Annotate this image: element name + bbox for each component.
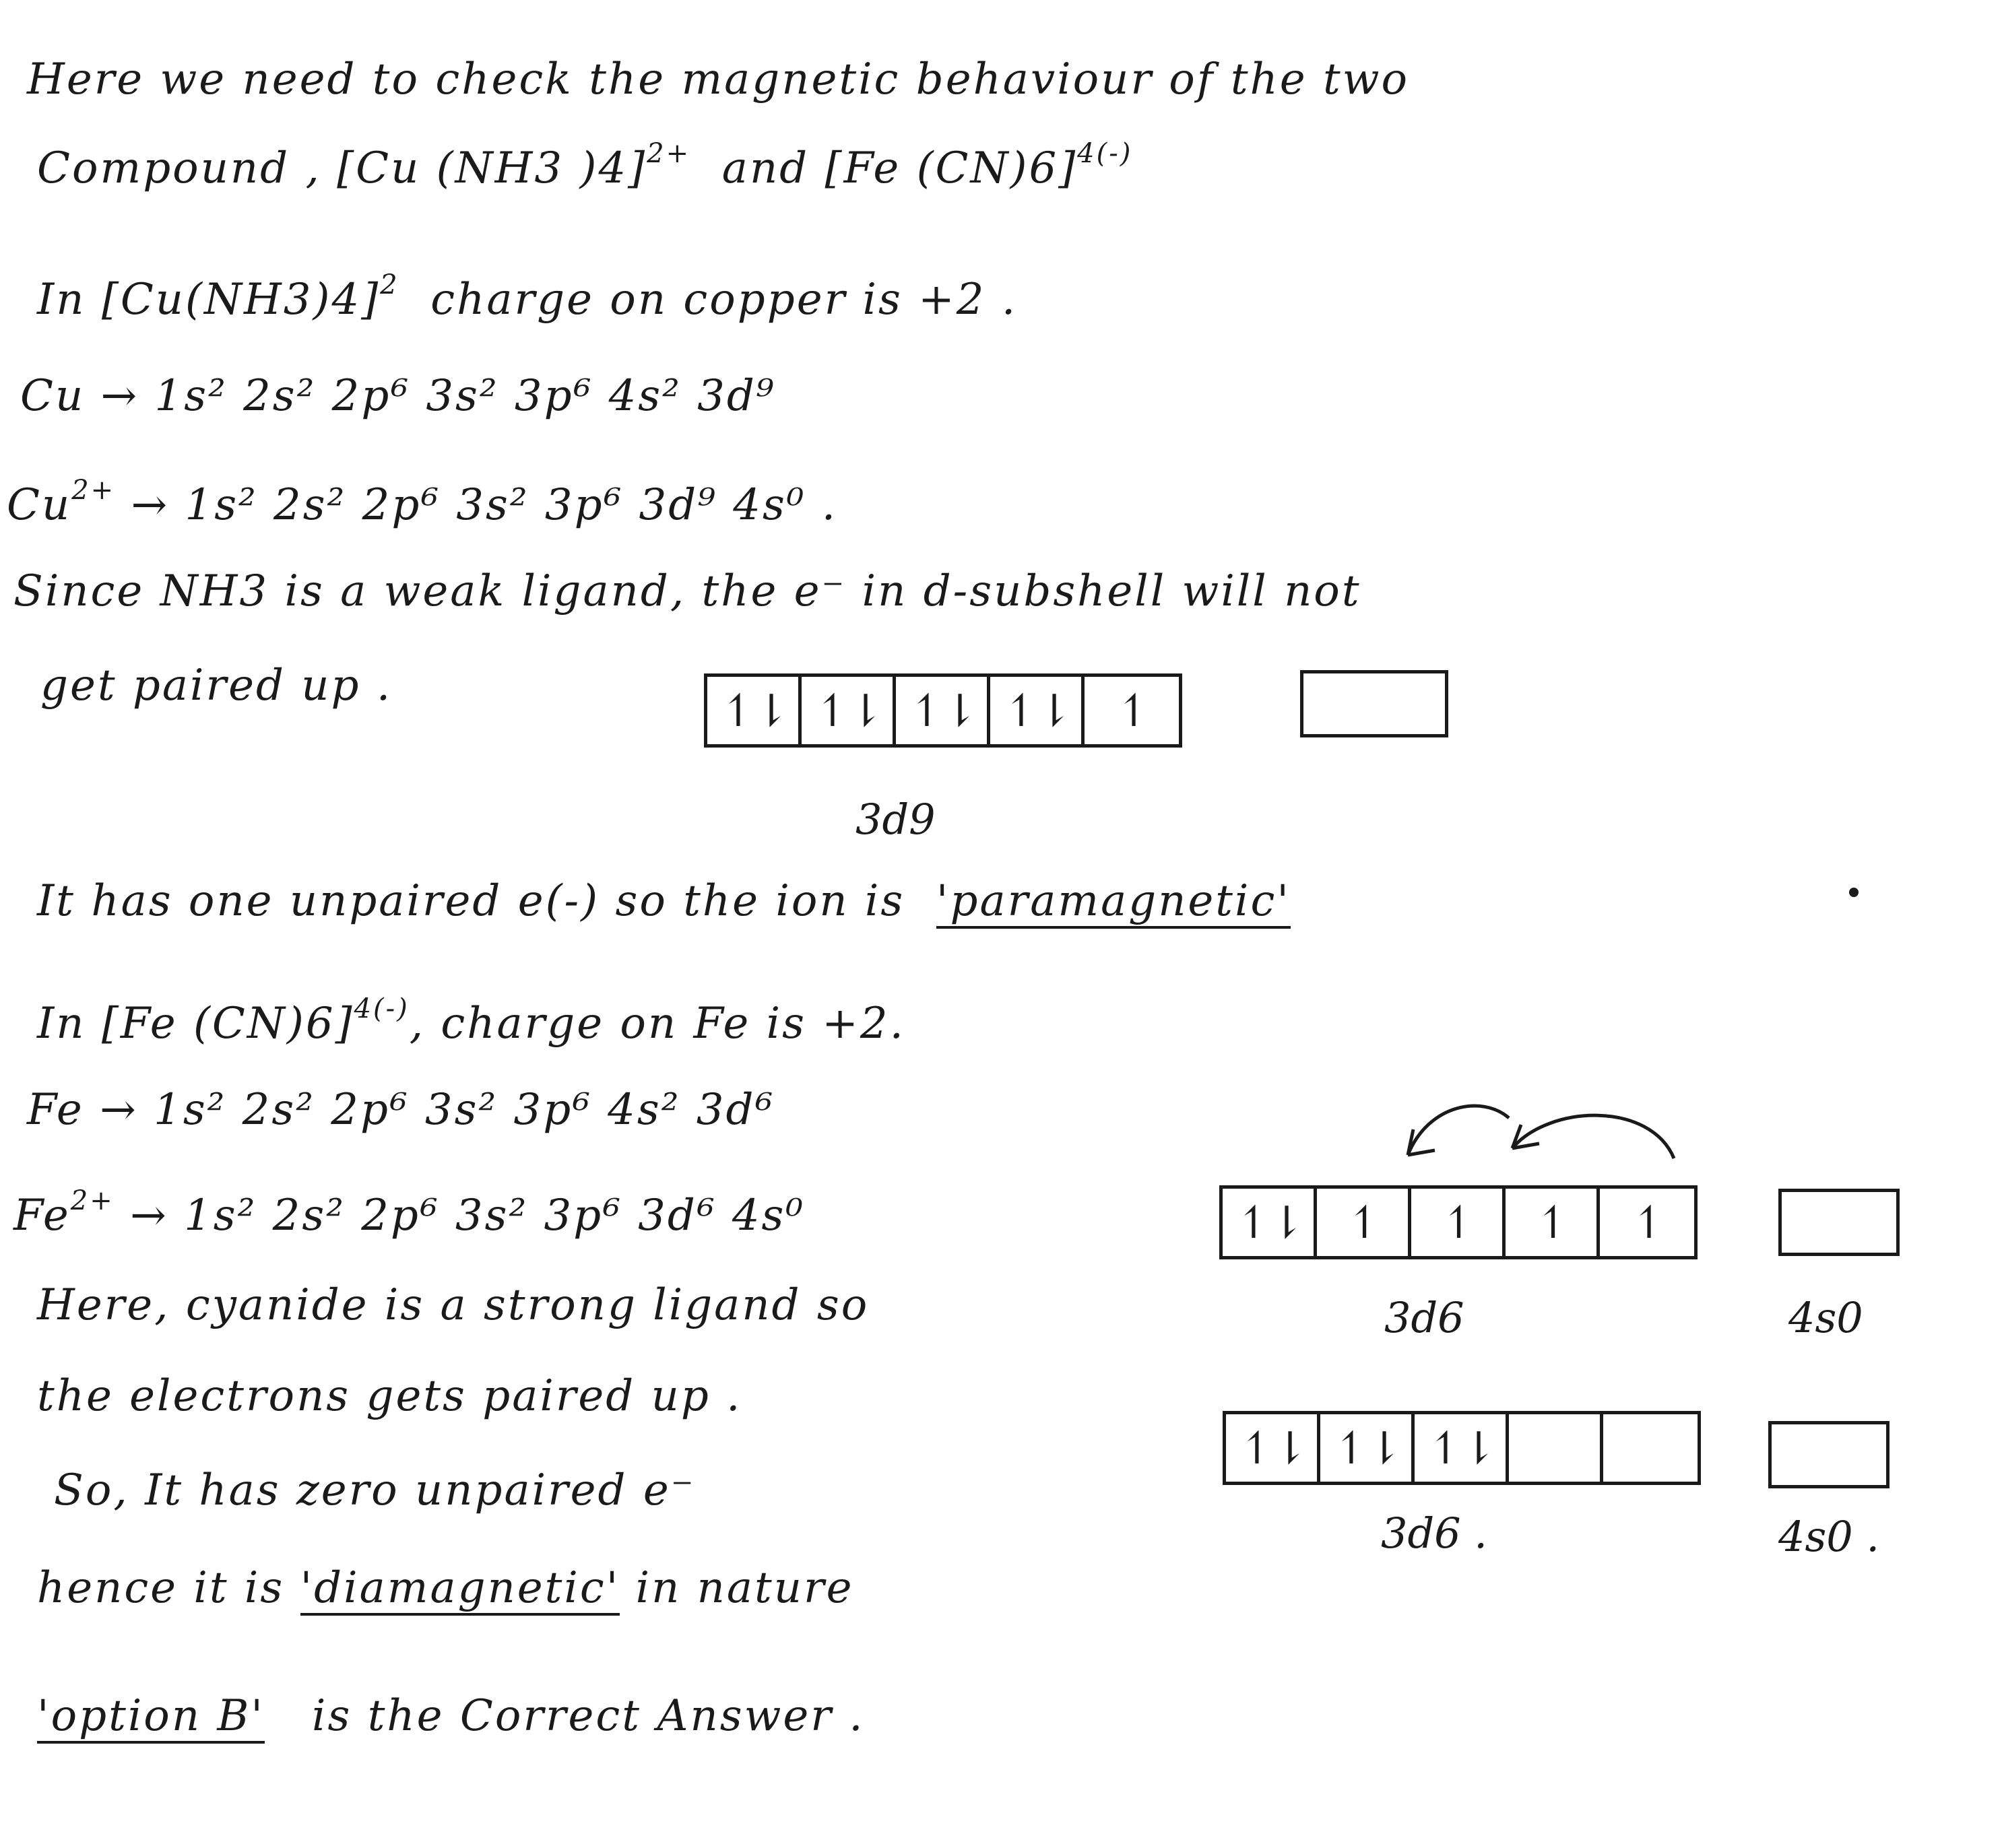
line-intro: Here we need to check the magnetic behaviour of the two bbox=[27, 55, 1409, 104]
orbital-box: ↿⇂ bbox=[896, 677, 990, 744]
orbital-box: ↿⇂ bbox=[707, 677, 802, 744]
orbital-box: ↿ bbox=[1506, 1189, 1600, 1256]
line-fe-charge: In [Fe (CN)6]$^{4(-)}$, charge on Fe is +2. bbox=[37, 993, 905, 1049]
line-fe-config: Fe → 1s² 2s² 2p⁶ 3s² 3p⁶ 4s² 3d⁶ bbox=[27, 1085, 775, 1135]
orbital-box: ↿⇂ bbox=[1415, 1414, 1509, 1482]
fe-3d-orbitals-before bbox=[1219, 1185, 1698, 1259]
fe-3d-label-after: 3d6 . bbox=[1381, 1509, 1487, 1558]
orbital-box: ↿⇂ bbox=[802, 677, 896, 744]
orbital-box: ↿ bbox=[1411, 1189, 1506, 1256]
fe-4s-label-after: 4s0 . bbox=[1778, 1512, 1880, 1561]
orbital-box: ↿⇂ bbox=[1223, 1189, 1317, 1256]
fe-4s-box-before bbox=[1778, 1189, 1900, 1256]
answer-option: 'option B' bbox=[37, 1691, 265, 1744]
shift-arrow-2 bbox=[1512, 1115, 1674, 1158]
line-cu-charge: In $[Cu(NH3)4]^2$ charge on copper is +2 . bbox=[37, 269, 1018, 325]
line-answer: 'option B' is the Correct Answer . bbox=[37, 1690, 865, 1742]
fe-3d-orbitals-after bbox=[1223, 1411, 1701, 1485]
line-strong-ligand: Here, cyanide is a strong ligand so bbox=[37, 1280, 870, 1330]
cu-4s-box bbox=[1300, 670, 1448, 737]
line-weak-ligand: Since NH3 is a weak ligand, the e⁻ in d-subshell will not bbox=[13, 566, 1361, 616]
fe-3d-label-before: 3d6 bbox=[1384, 1293, 1464, 1342]
orbital-box: ↿⇂ bbox=[1320, 1414, 1415, 1482]
line-paired-up: get paired up . bbox=[40, 661, 393, 711]
orbital-box bbox=[1509, 1414, 1603, 1482]
orbital-box: ↿ bbox=[1115, 684, 1149, 737]
line-electrons-paired: the electrons gets paired up . bbox=[37, 1371, 742, 1421]
line-paramagnetic: It has one unpaired e(-) so the ion is 'paramagnetic' bbox=[37, 876, 1291, 927]
diamagnetic-term: 'diamagnetic' bbox=[300, 1563, 620, 1616]
orbital-box bbox=[1603, 1414, 1698, 1482]
electron-shift-arrows bbox=[1367, 1091, 1698, 1179]
line-zero-unpaired: So, It has zero unpaired e⁻ bbox=[54, 1465, 696, 1515]
orbital-box: ↿⇂ bbox=[1226, 1414, 1320, 1482]
shift-arrow-1 bbox=[1408, 1106, 1509, 1155]
line-fe2-config: $Fe^{2+} \to 1s^2$ 2s² 2p⁶ 3s² 3p⁶ 3d⁶ 4s⁰ bbox=[13, 1185, 806, 1241]
cu-3d-orbitals bbox=[704, 673, 1182, 748]
stray-dot bbox=[1849, 888, 1859, 897]
cu-3d-label: 3d9 bbox=[855, 795, 936, 844]
line-cu2-config: $Cu^{2+} \to 1s^2$ 2s² 2p⁶ 3s² 3p⁶ 3d⁹ 4s⁰ . bbox=[7, 475, 838, 530]
fe-4s-label-before: 4s0 bbox=[1788, 1293, 1863, 1342]
orbital-box: ↿⇂ bbox=[990, 677, 1085, 744]
paramagnetic-term: 'paramagnetic' bbox=[936, 876, 1291, 929]
orbital-box: ↿ bbox=[1317, 1189, 1411, 1256]
line-cu-config: Cu → 1s² 2s² 2p⁶ 3s² 3p⁶ 4s² 3d⁹ bbox=[20, 371, 776, 421]
line-compounds: Compound , [Cu (NH3 )4]$^{2+}$ and [Fe (CN)6]$^{4(-)}$ bbox=[37, 138, 1133, 193]
line-diamagnetic: hence it is 'diamagnetic' in nature bbox=[37, 1562, 853, 1614]
fe-4s-box-after bbox=[1768, 1421, 1890, 1488]
orbital-box: ↿ bbox=[1630, 1196, 1664, 1249]
